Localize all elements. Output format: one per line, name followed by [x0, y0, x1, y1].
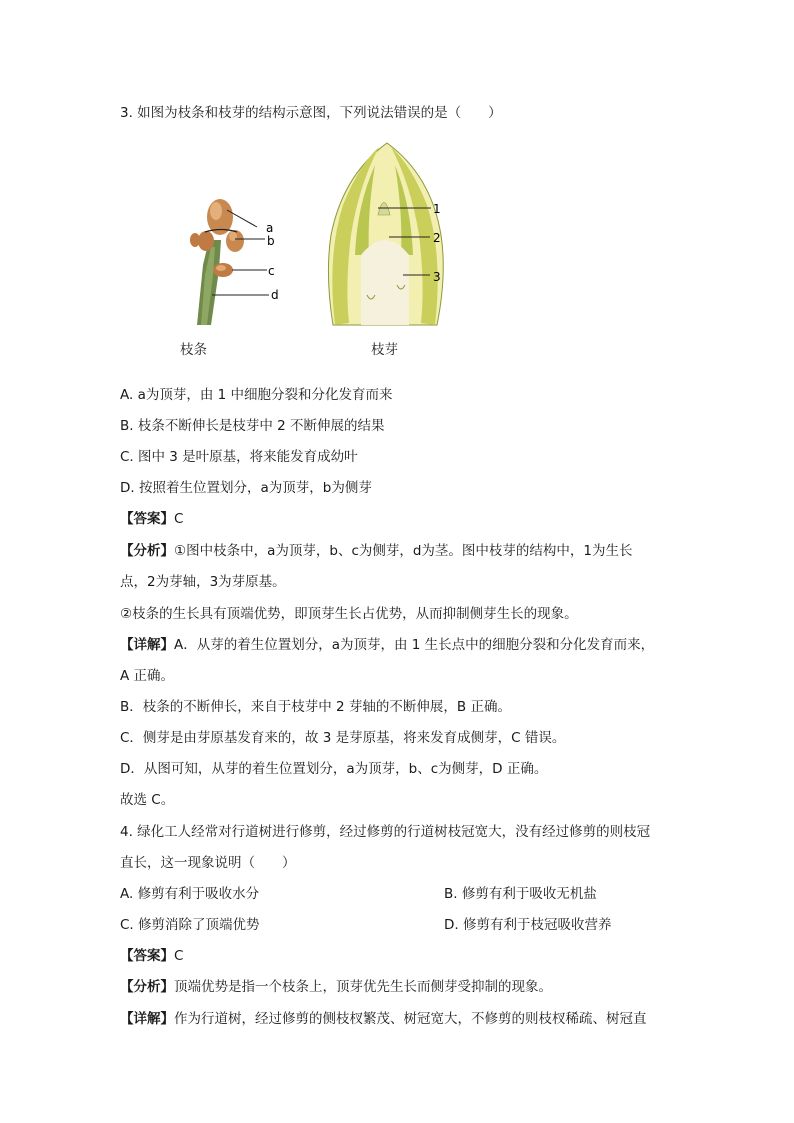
q4-stem-line-1: 4. 绿化工人经常对行道树进行修剪，经过修剪的行道树枝冠宽大，没有经过修剪的则枝冠 [120, 824, 651, 840]
q3-analysis-line-3: ②枝条的生长具有顶端优势，即顶芽生长占优势，从而抑制侧芽生长的现象。 [120, 606, 578, 622]
q3-figure [175, 135, 475, 360]
analysis-text: ①图中枝条中，a为顶芽，b、c为侧芽，d为茎。图中枝芽的结构中，1为生长 [174, 543, 633, 559]
analysis-tag: 【分析】 [120, 979, 174, 995]
answer-tag: 【答案】 [120, 511, 174, 527]
q3-option-b: B. 枝条不断伸长是枝芽中 2 不断伸展的结果 [120, 418, 385, 434]
q3-detail-line-2: A 正确。 [120, 668, 175, 684]
q3-detail-line-4: C．侧芽是由芽原基发育来的，故 3 是芽原基，将来发育成侧芽，C 错误。 [120, 730, 566, 746]
label-a: a [266, 221, 274, 235]
detail-tag: 【详解】 [120, 1011, 174, 1027]
analysis-text: 顶端优势是指一个枝条上，顶芽优先生长而侧芽受抑制的现象。 [174, 979, 552, 995]
analysis-tag: 【分析】 [120, 543, 174, 559]
q4-option-a: A. 修剪有利于吸收水分 [120, 886, 260, 902]
detail-tag: 【详解】 [120, 637, 174, 653]
q3-detail-line-3: B．枝条的不断伸长，来自于枝芽中 2 芽轴的不断伸展，B 正确。 [120, 699, 511, 715]
caption-bud: 枝芽 [371, 342, 398, 358]
q4-option-d: D. 修剪有利于枝冠吸收营养 [444, 917, 612, 933]
caption-branch: 枝条 [180, 342, 207, 358]
detail-text: 作为行道树，经过修剪的侧枝杈繁茂、树冠宽大，不修剪的则枝杈稀疏、树冠直 [174, 1011, 647, 1027]
q4-analysis [120, 978, 552, 996]
bud-illustration [328, 143, 443, 325]
q3-analysis-line-1 [120, 542, 633, 560]
label-b: b [267, 234, 275, 248]
q3-option-a: A. a为顶芽，由 1 中细胞分裂和分化发育而来 [120, 387, 393, 403]
detail-text: A．从芽的着生位置划分，a为顶芽，由 1 生长点中的细胞分裂和分化发育而来， [174, 637, 655, 653]
answer-value: C [174, 511, 184, 527]
q4-detail [120, 1010, 647, 1028]
label-1: 1 [433, 202, 441, 216]
branch-and-bud-diagram [175, 135, 475, 360]
q3-analysis-line-2: 点，2为芽轴，3为芽原基。 [120, 574, 286, 590]
q3-conclusion: 故选 C。 [120, 792, 175, 808]
branch-illustration [190, 199, 269, 325]
q3-detail-line-1 [120, 636, 654, 654]
q3-detail-line-5: D．从图可知，从芽的着生位置划分，a为顶芽，b、c为侧芽，D 正确。 [120, 761, 548, 777]
q3-option-c: C. 图中 3 是叶原基，将来能发育成幼叶 [120, 449, 358, 465]
q3-stem: 3. 如图为枝条和枝芽的结构示意图，下列说法错误的是（ ） [120, 105, 502, 121]
q4-stem-line-2: 直长，这一现象说明（ ） [120, 855, 296, 871]
label-3: 3 [433, 270, 441, 284]
answer-tag: 【答案】 [120, 948, 174, 964]
answer-value: C [174, 948, 184, 964]
q4-answer [120, 947, 183, 965]
q4-option-b: B. 修剪有利于吸收无机盐 [444, 886, 597, 902]
q3-option-d: D. 按照着生位置划分，a为顶芽，b为侧芽 [120, 480, 372, 496]
label-d: d [271, 288, 279, 302]
q4-option-c: C. 修剪消除了顶端优势 [120, 917, 260, 933]
label-c: c [268, 264, 275, 278]
label-2: 2 [433, 231, 441, 245]
q3-answer [120, 510, 183, 528]
